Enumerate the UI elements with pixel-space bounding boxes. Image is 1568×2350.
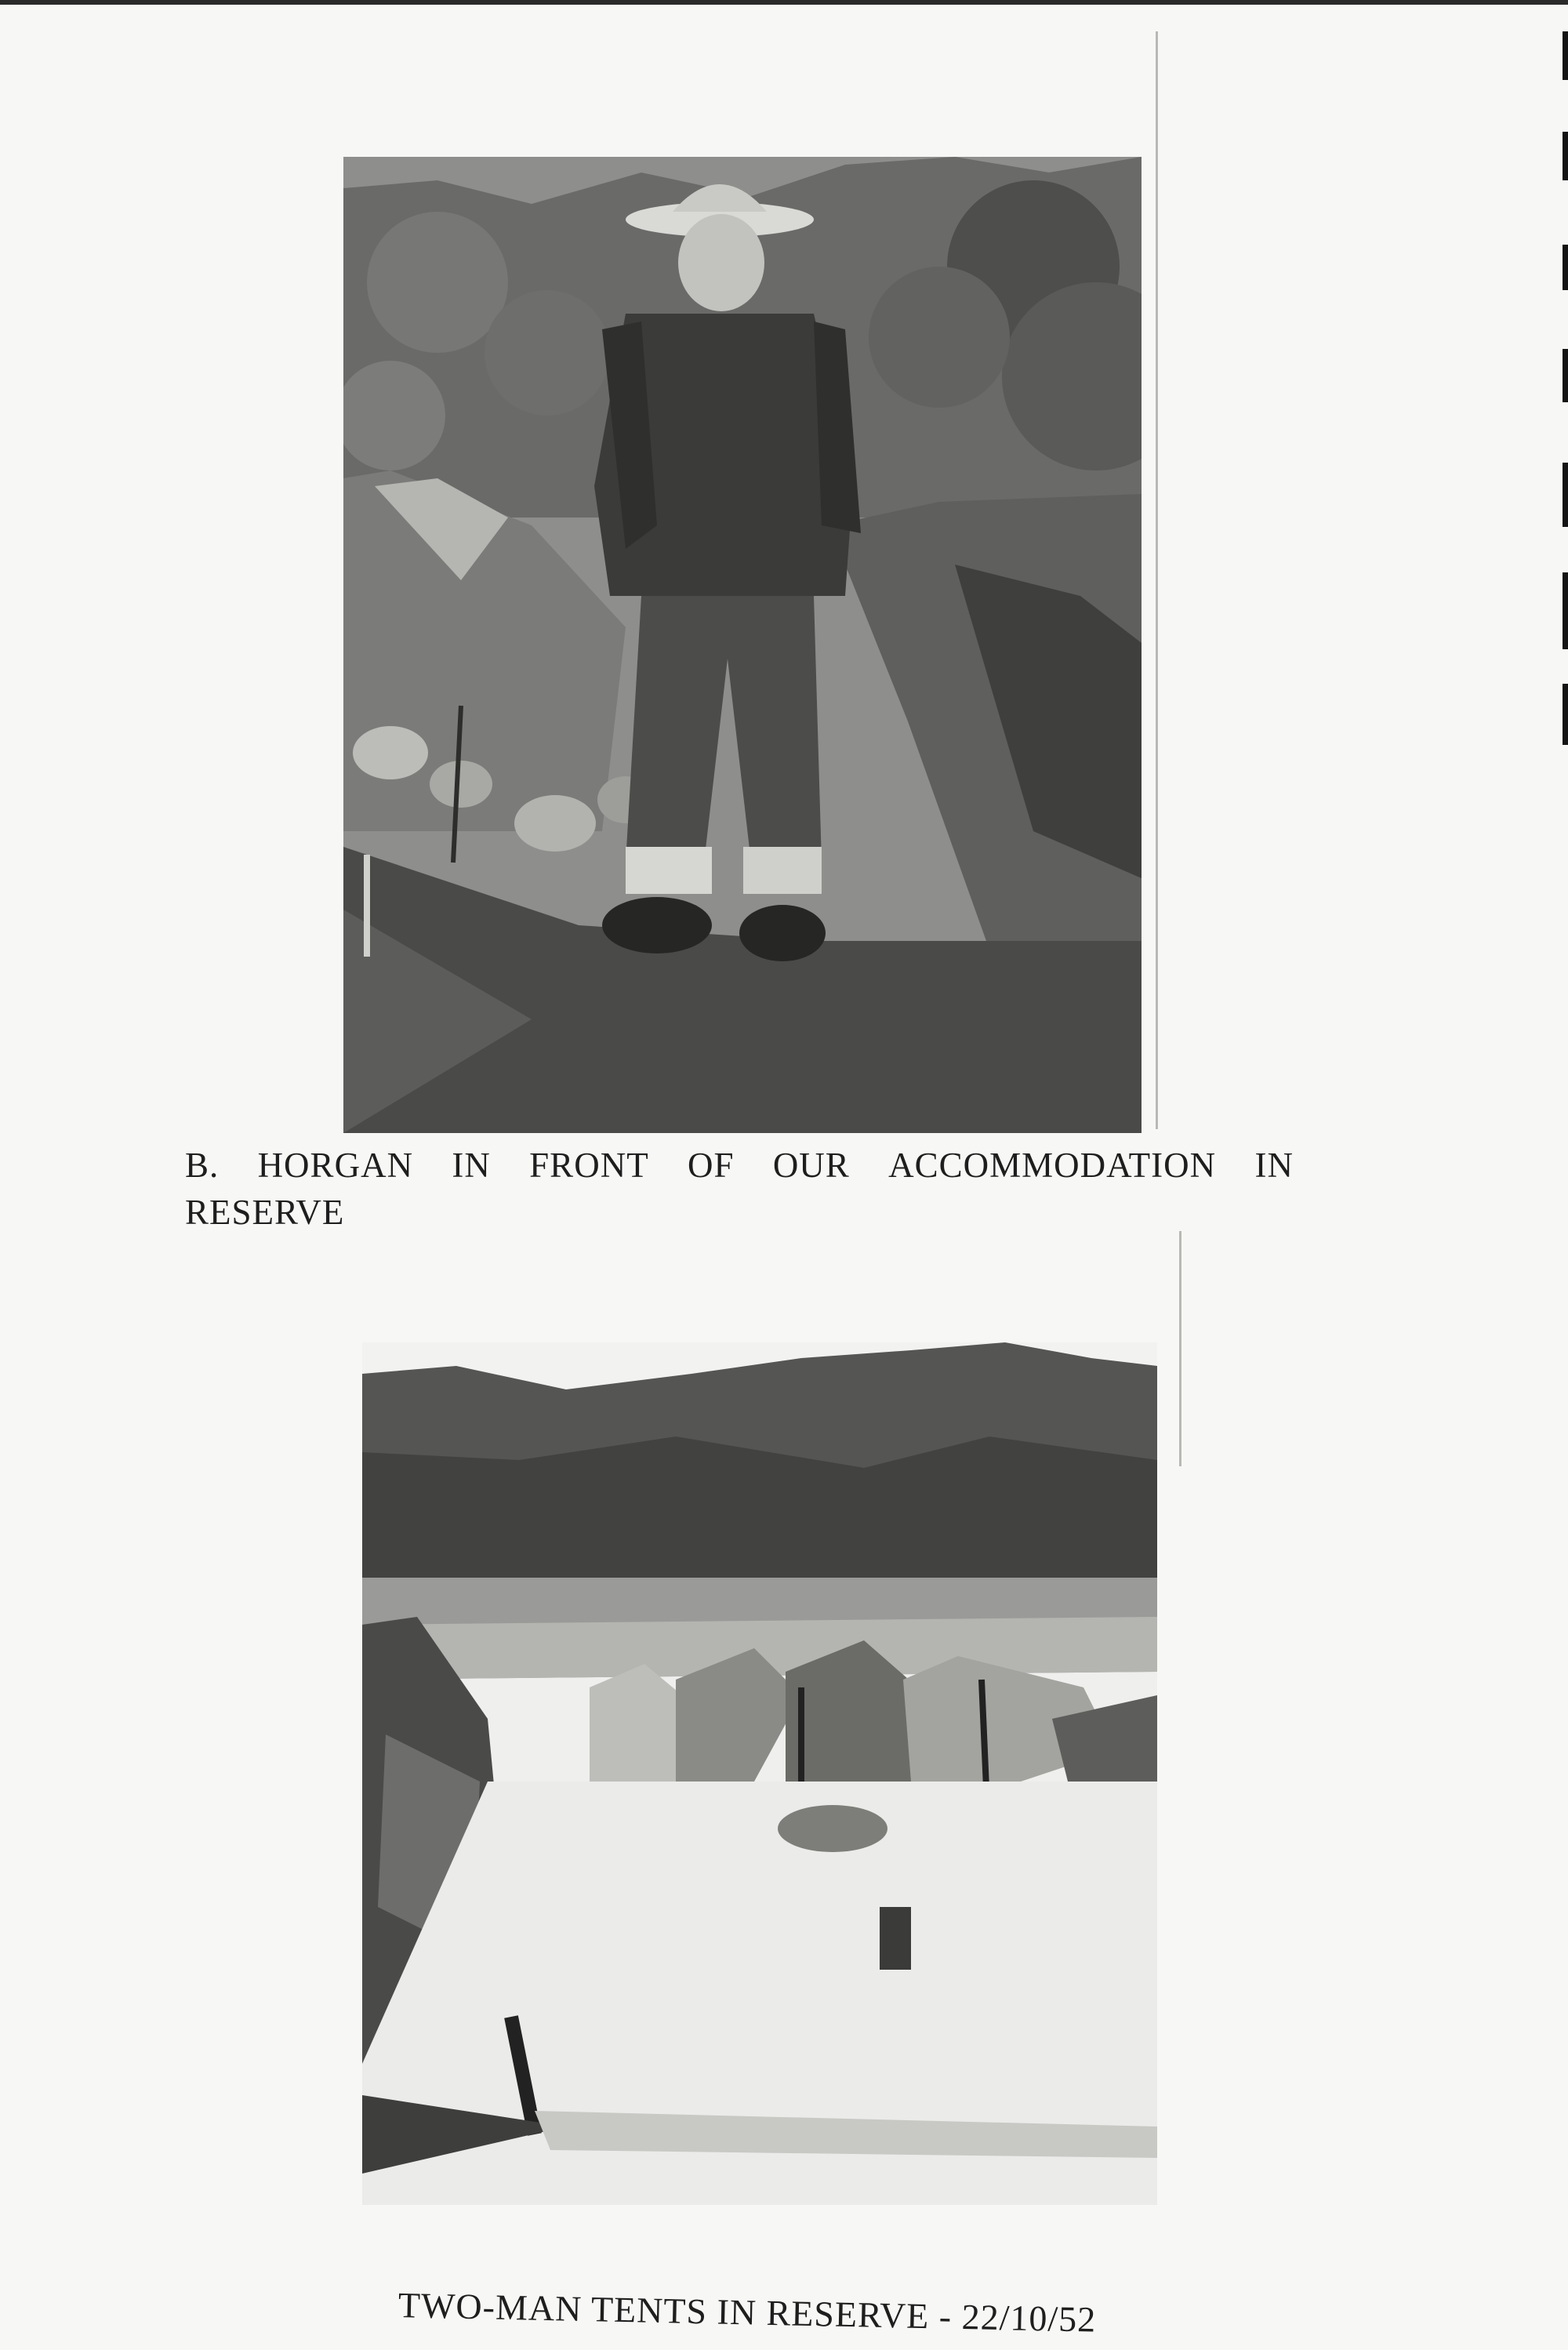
photo-2-caption: TWO-MAN TENTS IN RESERVE - 22/10/52 (397, 2285, 1097, 2340)
caption-word: FRONT (529, 1146, 649, 1185)
edge-mark (1563, 132, 1568, 180)
caption-word: HORGAN (257, 1146, 414, 1185)
scan-line (1179, 1231, 1181, 1466)
caption-word: B. (185, 1146, 220, 1185)
caption-word: OUR (772, 1146, 850, 1185)
top-rule (0, 0, 1568, 5)
edge-mark (1563, 245, 1568, 290)
edge-mark (1563, 31, 1568, 80)
caption-word: IN (1254, 1146, 1294, 1185)
edge-mark (1563, 684, 1568, 745)
caption-word: IN (452, 1146, 491, 1185)
photo-1-caption-line-2: RESERVE (185, 1193, 345, 1232)
edge-mark (1563, 572, 1568, 649)
caption-word: ACCOMMODATION (888, 1146, 1217, 1185)
caption-word: OF (687, 1146, 735, 1185)
scan-line (1156, 31, 1158, 1129)
edge-mark (1563, 463, 1568, 527)
photo-1-caption-line-1 (185, 1142, 1294, 1189)
photo-soldier (343, 157, 1142, 1133)
photo-tents (362, 1342, 1157, 2205)
edge-mark (1563, 349, 1568, 402)
